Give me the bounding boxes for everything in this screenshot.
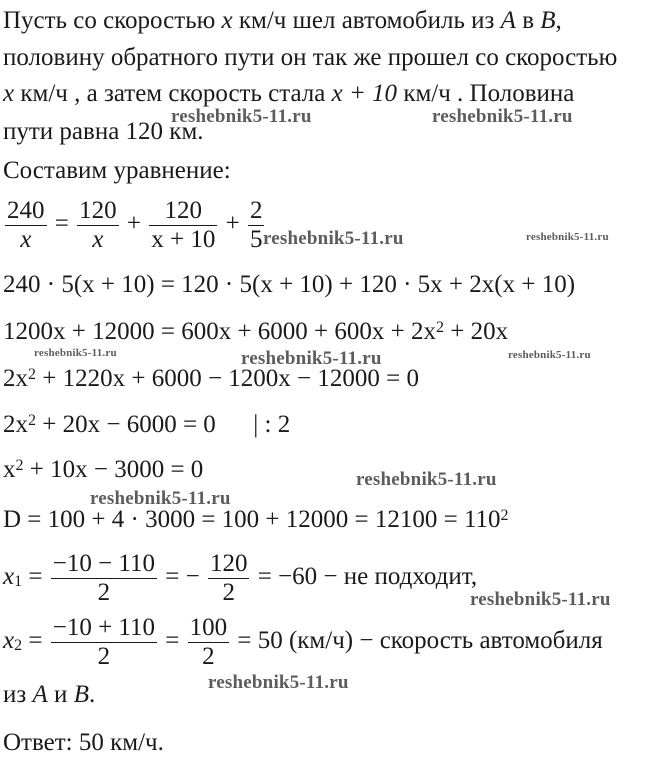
- watermark: reshebnik5-11.ru: [526, 231, 609, 243]
- fraction: [5, 197, 47, 254]
- text: км/ч . Половина: [403, 80, 575, 107]
- point-a: A: [500, 7, 516, 34]
- text: км/ч , а затем скорость стала: [20, 80, 326, 107]
- equals: =: [28, 627, 43, 654]
- text: 240 · 5(x + 10) = 120 · 5(x + 10) + 120 · 5x + 2x(x + 10): [3, 271, 576, 298]
- answer-text: Ответ: 50 км/ч.: [3, 729, 164, 756]
- watermark: reshebnik5-11.ru: [508, 349, 591, 361]
- point-b: B: [540, 7, 556, 34]
- denominator: x: [77, 225, 119, 254]
- text-line-2: [3, 43, 617, 73]
- equals: =: [165, 627, 180, 654]
- numerator: 120: [209, 549, 248, 577]
- numerator: −10 − 110: [52, 549, 155, 577]
- equation: [3, 196, 266, 254]
- text: 2x: [3, 365, 28, 392]
- fraction: [77, 197, 119, 254]
- denominator: 5: [249, 225, 263, 253]
- subscript: 2: [14, 636, 23, 654]
- fraction: [51, 550, 157, 607]
- text-line-3: [3, 79, 574, 109]
- denominator: 2: [51, 642, 157, 671]
- equals: =: [54, 210, 69, 237]
- watermark: reshebnik5-11.ru: [208, 672, 349, 693]
- exponent: 2: [28, 366, 36, 383]
- text-line-1: [3, 6, 562, 36]
- text: из: [3, 681, 27, 708]
- watermark: reshebnik5-11.ru: [356, 469, 497, 490]
- text: + 20x − 6000 = 0 | : 2: [36, 411, 291, 438]
- denominator: 2: [51, 578, 157, 607]
- watermark: reshebnik5-11.ru: [241, 348, 382, 369]
- text: = −60 − не подходит,: [257, 563, 478, 590]
- exponent: 2: [436, 319, 444, 336]
- text-line-5: [3, 156, 231, 186]
- step-4: [3, 410, 290, 440]
- denominator: 2: [188, 642, 230, 671]
- subscript: 1: [14, 572, 23, 590]
- text: x: [3, 456, 16, 483]
- fraction: [188, 614, 230, 671]
- watermark: reshebnik5-11.ru: [34, 347, 117, 359]
- text: .: [88, 681, 96, 708]
- fraction: [208, 550, 250, 607]
- step-2: [3, 317, 508, 347]
- answer: [3, 728, 164, 758]
- denominator: x + 10: [151, 225, 216, 253]
- exponent: 2: [500, 507, 509, 524]
- expr: x + 10: [331, 80, 398, 107]
- point-a: A: [32, 681, 48, 708]
- point-b: B: [73, 681, 89, 708]
- plus: +: [126, 210, 141, 237]
- watermark: reshebnik5-11.ru: [432, 106, 573, 127]
- text: половину обратного пути он так же прошел со скоростью: [3, 44, 618, 71]
- step-6: [3, 505, 509, 535]
- numerator: 100: [189, 613, 228, 641]
- numerator: 120: [164, 196, 203, 224]
- text: + 20x: [444, 318, 509, 345]
- text: пути равна 120 км.: [3, 118, 204, 145]
- step-5: [3, 455, 203, 485]
- fraction: [51, 614, 157, 671]
- text: + 10x − 3000 = 0: [23, 456, 204, 483]
- text: в: [522, 7, 534, 34]
- numerator: −10 + 110: [52, 613, 155, 641]
- numerator: 240: [7, 196, 45, 224]
- text: = −: [165, 563, 200, 590]
- watermark: reshebnik5-11.ru: [470, 589, 611, 610]
- text: ,: [555, 7, 562, 34]
- plus: +: [225, 210, 240, 237]
- root-x2: [3, 612, 603, 671]
- var-x: x: [3, 627, 15, 654]
- root-x1: [3, 548, 477, 607]
- var-x: x: [3, 80, 15, 107]
- denominator: x: [5, 225, 47, 254]
- exponent: 2: [28, 412, 36, 429]
- numerator: 120: [79, 196, 117, 224]
- denominator: 2: [208, 578, 250, 607]
- var-x: x: [221, 7, 233, 34]
- numerator: 2: [249, 196, 263, 224]
- text: км/ч шел автомобиль из: [238, 7, 495, 34]
- fraction: [248, 197, 265, 254]
- text: 2x: [3, 411, 28, 438]
- watermark: reshebnik5-11.ru: [90, 488, 231, 509]
- text: и: [54, 681, 68, 708]
- text: D = 100 + 4 · 3000 = 100 + 12000 = 12100 = 110: [3, 506, 501, 533]
- text: Пусть со скоростью: [3, 7, 216, 34]
- text: + 1220x + 6000 − 1200x − 12000 = 0: [36, 365, 419, 392]
- var-x: x: [3, 563, 15, 590]
- watermark: reshebnik5-11.ru: [263, 228, 404, 249]
- step-1: [3, 270, 575, 300]
- text: = 50 (км/ч) − скорость автомобиля: [237, 627, 603, 654]
- watermark: reshebnik5-11.ru: [171, 106, 312, 127]
- equals: =: [28, 563, 43, 590]
- exponent: 2: [15, 457, 24, 474]
- text-line-from: [3, 680, 95, 710]
- text: Составим уравнение:: [3, 157, 231, 184]
- fraction: [149, 197, 217, 254]
- text: 1200x + 12000 = 600x + 6000 + 600x + 2x: [3, 318, 436, 345]
